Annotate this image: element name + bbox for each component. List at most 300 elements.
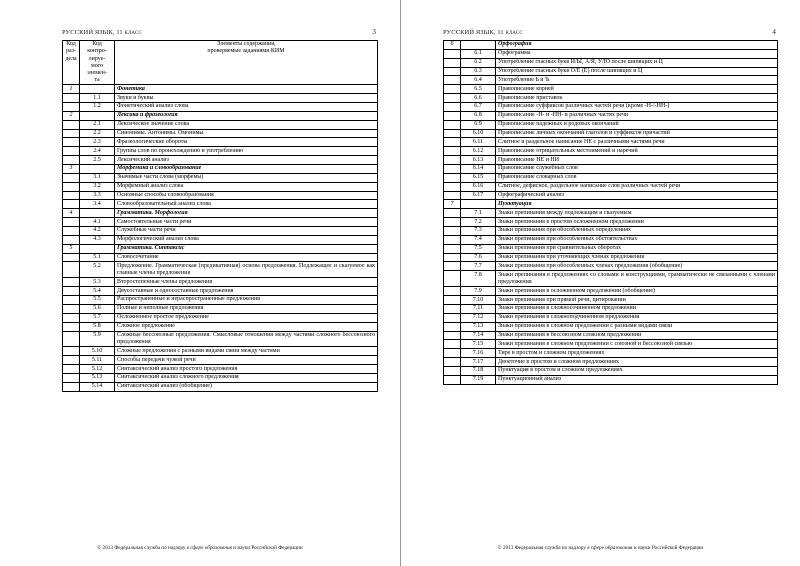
cell-element-code: 4.1	[80, 218, 115, 227]
cell-element-text: Орфографический анализ	[496, 191, 778, 200]
table-row	[63, 356, 378, 365]
cell-element-text: Словосочетание	[115, 253, 378, 262]
table-row	[63, 322, 378, 331]
table-row	[63, 235, 378, 244]
footer-copyright: © 2013 Федеральная служба по надзору	[97, 545, 186, 551]
cell-element-code: 7.18	[461, 367, 496, 376]
cell-element-code: 5.6	[80, 304, 115, 313]
cell-section-code	[444, 58, 461, 67]
table-row	[444, 182, 778, 191]
cell-section-code	[63, 156, 80, 165]
cell-section-code	[63, 138, 80, 147]
cell-element-text: Сложные предложения с разными видами связи между частями	[115, 347, 378, 356]
cell-section-title: Морфемика и словообразование	[115, 164, 378, 173]
cell-element-code: 5.9	[80, 331, 115, 347]
cell-element-code: 3.4	[80, 200, 115, 209]
cell-element-text: Правописание НЕ и НИ	[496, 156, 778, 165]
table-body-left	[63, 85, 378, 392]
cell-element-code: 7.15	[461, 340, 496, 349]
cell-section-code	[444, 120, 461, 129]
table-row	[63, 156, 378, 165]
cell-section-code	[63, 382, 80, 391]
cell-element-text: Основные способы словообразования	[115, 191, 378, 200]
table-row	[63, 218, 378, 227]
cell-element-code: 7.12	[461, 313, 496, 322]
cell-element-code: 6.12	[461, 147, 496, 156]
table-row	[444, 340, 778, 349]
cell-element-text: Знаки препинания в сложносочиненном предложении	[496, 305, 778, 314]
cell-section-code	[63, 287, 80, 296]
section-row	[63, 111, 378, 120]
cell-element-code: 6.2	[461, 58, 496, 67]
cell-section-code	[63, 347, 80, 356]
cell-element-text: Правописание личных окончаний глаголов и суффиксов причастий	[496, 129, 778, 138]
cell-section-code	[444, 147, 461, 156]
footer-copyright-tail: и науки Российской Федерации	[633, 545, 704, 551]
cell-element-text: Правописание словарных слов	[496, 173, 778, 182]
cell-section-code: 5	[63, 244, 80, 253]
cell-section-code	[63, 322, 80, 331]
cell-element-code: 6.1	[461, 49, 496, 58]
cell-element-text: Знаки препинания между подлежащим и сказуемым	[496, 209, 778, 218]
table-row	[444, 375, 778, 384]
cell-section-code: 7	[444, 200, 461, 209]
cell-section-code	[63, 304, 80, 313]
section-row	[444, 200, 778, 209]
table-header	[63, 41, 378, 85]
table-row	[444, 165, 778, 174]
table-row	[63, 102, 378, 111]
table-row	[444, 173, 778, 182]
section-row	[63, 209, 378, 218]
cell-element-code: 5.5	[80, 296, 115, 305]
cell-element-code: 3.1	[80, 173, 115, 182]
cell-element-text: Правописание -Н- и -НН- в различных частях речи	[496, 111, 778, 120]
cell-section-code	[444, 94, 461, 103]
cell-element-text: Знаки препинания в предложениях со словами и конструкциями, грамматически не связанными с членами предложения	[496, 271, 778, 287]
cell-element-text: Слитное и раздельное написание НЕ с различными частями речи	[496, 138, 778, 147]
cell-element-code: 6.7	[461, 103, 496, 112]
cell-element-text: Синтаксический анализ (обобщение)	[115, 382, 378, 391]
table-row	[444, 138, 778, 147]
cell-section-title: Лексика и фразеология	[115, 111, 378, 120]
cell-section-code	[444, 191, 461, 200]
table-row	[63, 182, 378, 191]
cell-section-code	[444, 129, 461, 138]
cell-element-code: 4.2	[80, 227, 115, 236]
cell-section-code	[63, 356, 80, 365]
cell-element-code: 7.11	[461, 305, 496, 314]
page-footer-left	[0, 545, 400, 551]
cell-section-code	[63, 365, 80, 374]
cell-element-code: 7.19	[461, 375, 496, 384]
cell-element-text: Синтаксический анализ сложного предложения	[115, 374, 378, 383]
cell-section-code	[444, 76, 461, 85]
cell-element-text: Пунктуация в простом и сложном предложениях	[496, 367, 778, 376]
table-row	[444, 156, 778, 165]
cell-element-code: 6.6	[461, 94, 496, 103]
cell-element-code: 6.15	[461, 173, 496, 182]
cell-element-text: Сложные бессоюзные предложения. Смысловые отношения между частями сложного бессоюзного предложения	[115, 331, 378, 347]
cell-element-code: 6.11	[461, 138, 496, 147]
table-row	[444, 313, 778, 322]
cell-element-text: Распространенные и нераспространенные предложения	[115, 296, 378, 305]
cell-element-code: 5.4	[80, 287, 115, 296]
header-row	[63, 41, 378, 85]
cell-section-code	[63, 296, 80, 305]
table-row	[63, 138, 378, 147]
cell-element-code: 5.14	[80, 382, 115, 391]
cell-section-code	[444, 173, 461, 182]
cell-section-code	[444, 313, 461, 322]
cell-element-code	[461, 41, 496, 50]
cell-element-text: Сложное предложение	[115, 322, 378, 331]
cell-section-code: 4	[63, 209, 80, 218]
header-subject-title: РУССКИЙ ЯЗЫК, 11 класс	[62, 29, 142, 36]
cell-element-code	[80, 244, 115, 253]
cell-element-text: Двоеточие в простом и сложном предложениях	[496, 358, 778, 367]
cell-element-text: Правописание суффиксов различных частей речи (кроме -Н-/-НН-)	[496, 103, 778, 112]
cell-element-text: Фразеологические обороты	[115, 138, 378, 147]
cell-element-text: Морфемный анализ слова	[115, 182, 378, 191]
cell-element-code: 7.13	[461, 322, 496, 331]
cell-section-code	[444, 305, 461, 314]
table-row	[444, 209, 778, 218]
table-row	[444, 120, 778, 129]
table-row	[444, 58, 778, 67]
cell-element-text: Знаки препинания при прямой речи, цитировании	[496, 296, 778, 305]
cell-element-text: Знаки препинания при обособленных членах предложения (обобщение)	[496, 262, 778, 271]
cell-element-text: Знаки препинания при обособленных определениях	[496, 227, 778, 236]
cell-element-text: Знаки препинания в простом осложненном предложении	[496, 218, 778, 227]
col-header-elements: Элементы содержания, проверяемые заданиями КИМ	[115, 41, 378, 85]
cell-element-code: 5.1	[80, 253, 115, 262]
cell-section-code	[444, 67, 461, 76]
table-row	[444, 85, 778, 94]
cell-element-text: Употребление Ь и Ъ	[496, 76, 778, 85]
cell-element-code	[80, 209, 115, 218]
cell-element-text: Правописание корней	[496, 85, 778, 94]
cell-element-code: 2.2	[80, 129, 115, 138]
cell-element-code: 2.3	[80, 138, 115, 147]
cell-element-code: 7.5	[461, 244, 496, 253]
cell-element-code: 7.16	[461, 349, 496, 358]
table-row	[63, 382, 378, 391]
table-row	[444, 305, 778, 314]
table-row	[63, 253, 378, 262]
cell-section-code	[63, 374, 80, 383]
cell-element-text: Знаки препинания в сложноподчиненном предложении	[496, 313, 778, 322]
cell-element-code: 5.8	[80, 322, 115, 331]
page-number: 3	[372, 28, 376, 36]
cell-element-text: Правописание отрицательных местоимений и наречий	[496, 147, 778, 156]
cell-element-text: Способы передачи чужой речи	[115, 356, 378, 365]
table-row	[444, 94, 778, 103]
cell-element-code: 6.17	[461, 191, 496, 200]
cell-element-text: Знаки препинания при уточняющих членах предложения	[496, 253, 778, 262]
cell-section-code	[444, 209, 461, 218]
table-row	[444, 244, 778, 253]
table-row	[63, 129, 378, 138]
cell-element-code: 7.17	[461, 358, 496, 367]
cell-element-text: Знаки препинания в сложном предложении с союзной и бессоюзной связью	[496, 340, 778, 349]
cell-section-code: 2	[63, 111, 80, 120]
cell-element-text: Правописание приставок	[496, 94, 778, 103]
cell-element-code: 6.16	[461, 182, 496, 191]
cell-section-code	[444, 262, 461, 271]
col-header-code-element: Код контро- лируе- мого элемен- та	[80, 41, 115, 85]
table-row	[63, 365, 378, 374]
cell-section-code	[444, 296, 461, 305]
footer-copyright-tail: и науки Российской Федерации	[233, 545, 303, 551]
cell-element-code: 5.13	[80, 374, 115, 383]
cell-section-title: Грамматика. Морфология	[115, 209, 378, 218]
page-header-right	[443, 28, 778, 36]
cell-section-code	[444, 244, 461, 253]
cell-section-code	[444, 358, 461, 367]
table-row	[444, 349, 778, 358]
cell-element-text: Тире в простом и сложном предложениях	[496, 349, 778, 358]
cell-element-text: Самостоятельные части речи	[115, 218, 378, 227]
page-right	[400, 0, 800, 566]
cell-section-code: 3	[63, 164, 80, 173]
table-row	[63, 200, 378, 209]
cell-element-text: Предложение. Грамматическая (предикативная) основа предложения. Подлежащее и сказуемое как главные члены предложения	[115, 262, 378, 278]
cell-element-code: 2.5	[80, 156, 115, 165]
page-header-left	[62, 28, 378, 36]
footer-copyright-italic: в сфере образования	[587, 545, 633, 551]
cell-element-code	[461, 200, 496, 209]
cell-section-code	[444, 235, 461, 244]
cell-section-code	[444, 287, 461, 296]
table-row	[63, 347, 378, 356]
table-row	[444, 76, 778, 85]
cell-element-text: Значимые части слова (морфемы)	[115, 173, 378, 182]
table-row	[444, 287, 778, 296]
cell-element-text: Знаки препинания в осложненном предложении (обобщение)	[496, 287, 778, 296]
cell-section-code	[444, 103, 461, 112]
cell-element-code: 5.11	[80, 356, 115, 365]
cell-section-title: Пунктуация	[496, 200, 778, 209]
cell-section-code	[444, 253, 461, 262]
cell-section-title: Фонетика	[115, 85, 378, 94]
cell-element-text: Словообразовательный анализ слова	[115, 200, 378, 209]
table-row	[444, 129, 778, 138]
table-row	[444, 322, 778, 331]
cell-section-code	[444, 375, 461, 384]
cell-section-title: Орфография	[496, 41, 778, 50]
cell-section-code	[444, 271, 461, 287]
cell-element-text: Употребление гласных букв И/Ы, А/Я, У/Ю после шипящих и Ц	[496, 58, 778, 67]
cell-element-text: Орфограмма	[496, 49, 778, 58]
cell-element-text: Лексическое значение слова	[115, 120, 378, 129]
cell-element-code: 7.4	[461, 235, 496, 244]
cell-section-code	[63, 218, 80, 227]
cell-element-code: 6.13	[461, 156, 496, 165]
cell-element-code: 2.1	[80, 120, 115, 129]
cell-section-code	[63, 120, 80, 129]
cell-section-code	[444, 182, 461, 191]
cell-section-title: Грамматика. Синтаксис	[115, 244, 378, 253]
cell-element-code: 5.7	[80, 313, 115, 322]
table-row	[444, 235, 778, 244]
cell-element-text: Двусоставные и односоставные предложения	[115, 287, 378, 296]
cell-section-code	[444, 331, 461, 340]
table-row	[63, 262, 378, 278]
cell-element-code: 5.12	[80, 365, 115, 374]
table-row	[63, 313, 378, 322]
cell-section-code	[444, 156, 461, 165]
page-number: 4	[772, 28, 776, 36]
cell-section-code	[444, 49, 461, 58]
table-row	[63, 278, 378, 287]
table-row	[63, 173, 378, 182]
cell-element-text: Служебные части речи	[115, 227, 378, 236]
cell-section-code	[444, 367, 461, 376]
table-row	[444, 49, 778, 58]
cell-element-code: 7.6	[461, 253, 496, 262]
cell-element-code: 6.4	[461, 76, 496, 85]
cell-element-code: 3.3	[80, 191, 115, 200]
cell-element-text: Употребление гласных букв О/Е (Ё) после шипящих и Ц	[496, 67, 778, 76]
cell-element-text: Второстепенные члены предложения	[115, 278, 378, 287]
table-row	[444, 253, 778, 262]
cell-element-text: Синтаксический анализ простого предложения	[115, 365, 378, 374]
cell-element-text: Пунктуационный анализ	[496, 375, 778, 384]
table-row	[444, 147, 778, 156]
cell-element-code: 6.9	[461, 120, 496, 129]
table-row	[444, 271, 778, 287]
cell-section-code	[63, 278, 80, 287]
cell-element-code: 7.9	[461, 287, 496, 296]
cell-element-text: Группы слов по происхождению и употреблению	[115, 147, 378, 156]
cell-section-code	[63, 253, 80, 262]
cell-section-code	[444, 218, 461, 227]
cell-element-text: Звуки и буквы	[115, 94, 378, 103]
table-row	[63, 331, 378, 347]
table-row	[444, 227, 778, 236]
cell-section-code	[63, 182, 80, 191]
cell-element-text: Знаки препинания при обособленных обстоятельствах	[496, 235, 778, 244]
section-row	[63, 244, 378, 253]
cell-element-text: Знаки препинания в сложном предложении с разными видами связи	[496, 322, 778, 331]
table-row	[444, 103, 778, 112]
col-header-code-section: Код раз- дела	[63, 41, 80, 85]
table-body-right	[444, 41, 778, 385]
cell-element-code: 4.3	[80, 235, 115, 244]
cell-section-code	[63, 235, 80, 244]
cell-element-text: Знаки препинания при сравнительных оборотах	[496, 244, 778, 253]
table-row	[444, 296, 778, 305]
cell-element-code	[80, 85, 115, 94]
section-row	[63, 85, 378, 94]
cell-element-code: 5.10	[80, 347, 115, 356]
cell-section-code	[63, 331, 80, 347]
cell-element-code: 7.3	[461, 227, 496, 236]
cell-section-code	[63, 262, 80, 278]
table-row	[63, 287, 378, 296]
cell-section-code: 6	[444, 41, 461, 50]
cell-element-code: 7.2	[461, 218, 496, 227]
cell-section-code	[444, 165, 461, 174]
cell-element-code: 7.14	[461, 331, 496, 340]
cell-section-code	[444, 138, 461, 147]
page-footer-right	[401, 545, 800, 551]
cell-section-code	[63, 147, 80, 156]
cell-element-code	[80, 111, 115, 120]
cell-section-code	[444, 111, 461, 120]
cell-section-code	[63, 191, 80, 200]
cell-element-text: Правописание служебных слов	[496, 165, 778, 174]
cell-element-code: 6.10	[461, 129, 496, 138]
cell-element-text: Правописание падежных и родовых окончаний	[496, 120, 778, 129]
cell-section-code	[444, 349, 461, 358]
cell-section-code	[63, 173, 80, 182]
cell-element-code	[80, 164, 115, 173]
cell-element-text: Фонетический анализ слова	[115, 102, 378, 111]
footer-copyright-italic: в сфере образования	[186, 545, 232, 551]
codifier-table-left	[62, 40, 378, 392]
cell-section-code	[63, 102, 80, 111]
header-subject-title: РУССКИЙ ЯЗЫК, 11 класс	[443, 29, 523, 36]
section-row	[63, 164, 378, 173]
section-row	[444, 41, 778, 50]
table-row	[444, 218, 778, 227]
table-row	[63, 147, 378, 156]
cell-section-code	[63, 94, 80, 103]
cell-element-code: 7.7	[461, 262, 496, 271]
table-row	[444, 358, 778, 367]
cell-section-code	[63, 200, 80, 209]
table-row	[63, 191, 378, 200]
cell-element-code: 6.5	[461, 85, 496, 94]
table-row	[63, 120, 378, 129]
table-row	[444, 111, 778, 120]
cell-section-code	[444, 340, 461, 349]
footer-copyright: © 2013 Федеральная служба по надзору	[497, 545, 586, 551]
cell-section-code	[444, 227, 461, 236]
cell-element-code: 7.10	[461, 296, 496, 305]
cell-element-code: 6.14	[461, 165, 496, 174]
table-row	[444, 367, 778, 376]
cell-element-code: 5.3	[80, 278, 115, 287]
cell-element-code: 2.4	[80, 147, 115, 156]
table-row	[63, 94, 378, 103]
table-row	[444, 67, 778, 76]
cell-section-code	[63, 227, 80, 236]
cell-element-text: Осложненное простое предложение	[115, 313, 378, 322]
cell-element-code: 7.1	[461, 209, 496, 218]
table-row	[444, 191, 778, 200]
cell-section-code: 1	[63, 85, 80, 94]
cell-element-code: 6.3	[461, 67, 496, 76]
table-row	[63, 304, 378, 313]
cell-element-code: 5.2	[80, 262, 115, 278]
cell-section-code	[444, 85, 461, 94]
cell-element-code: 1.1	[80, 94, 115, 103]
cell-element-text: Лексический анализ	[115, 156, 378, 165]
table-row	[444, 331, 778, 340]
table-row	[444, 262, 778, 271]
cell-element-code: 3.2	[80, 182, 115, 191]
cell-section-code	[63, 313, 80, 322]
cell-element-text: Знаки препинания в бессоюзном сложном предложении	[496, 331, 778, 340]
cell-element-text: Полные и неполные предложения	[115, 304, 378, 313]
cell-section-code	[63, 129, 80, 138]
cell-element-text: Слитное, дефисное, раздельное написание слов различных частей речи	[496, 182, 778, 191]
table-row	[63, 374, 378, 383]
cell-element-code: 7.8	[461, 271, 496, 287]
